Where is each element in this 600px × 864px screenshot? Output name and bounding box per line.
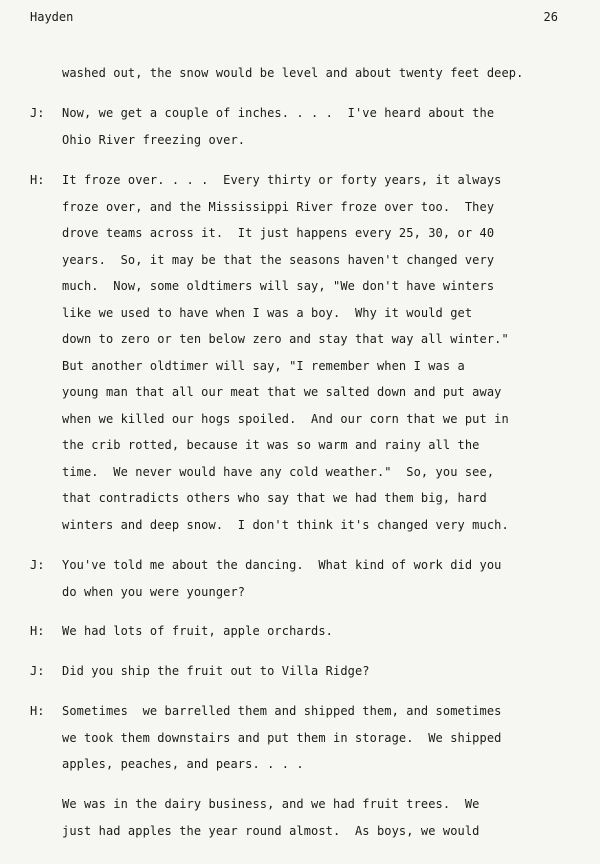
speaker-label: H: — [30, 173, 45, 187]
page-number: 26 — [543, 10, 558, 24]
paragraph-lines — [62, 167, 509, 538]
text-line: froze over, and the Mississippi River froze over too. They — [62, 199, 495, 214]
text-line: We had lots of fruit, apple orchards. — [62, 624, 334, 638]
text-line: Ohio River freezing over. — [62, 132, 246, 147]
paragraph-lines — [62, 618, 333, 645]
text-line: apples, peaches, and pears. . . . — [62, 757, 304, 771]
text-line: drove teams across it. It just happens every 25, 30, or 40 — [62, 226, 495, 240]
speaker-label: J: — [30, 664, 45, 678]
header-name: Hayden — [30, 10, 74, 24]
text-line: do when you were younger? — [62, 584, 246, 599]
text-line: much. Now, some oldtimers will say, "We don't have winters — [62, 279, 495, 293]
text-line: the crib rotted, because it was so warm and rainy all the — [62, 438, 480, 452]
text-line: just had apples the year round almost. As boys, we would — [62, 823, 480, 838]
text-line: years. So, it may be that the seasons haven't changed very — [62, 252, 495, 267]
text-line: washed out, the snow would be level and about twenty feet deep. — [62, 66, 524, 80]
text-line: young man that all our meat that we salted down and put away — [62, 385, 502, 399]
text-line: winters and deep snow. I don't think it's changed very much. — [62, 517, 509, 532]
text-line: Sometimes we barrelled them and shipped them, and sometimes — [62, 704, 502, 718]
text-line: But another oldtimer will say, "I remember when I was a — [62, 358, 465, 373]
paragraph-lines — [62, 60, 523, 87]
speaker-label: H: — [30, 704, 45, 718]
text-line: Now, we get a couple of inches. . . . I've heard about the — [62, 106, 495, 120]
speaker-label: J: — [30, 106, 45, 120]
text-line: It froze over. . . . Every thirty or forty years, it always — [62, 173, 502, 187]
paragraph-lines — [62, 791, 480, 844]
paragraph-lines — [62, 658, 370, 685]
text-line: when we killed our hogs spoiled. And our corn that we put in — [62, 411, 509, 426]
text-line: we took them downstairs and put them in storage. We shipped — [62, 730, 502, 745]
text-line: We was in the dairy business, and we had fruit trees. We — [62, 797, 480, 811]
text-line: time. We never would have any cold weather." So, you see, — [62, 464, 495, 479]
text-line: like we used to have when I was a boy. Why it would get — [62, 305, 473, 320]
text-line: down to zero or ten below zero and stay that way all winter." — [62, 332, 509, 346]
speaker-label: J: — [30, 558, 45, 572]
paragraph-lines — [62, 552, 501, 605]
text-line: You've told me about the dancing. What kind of work did you — [62, 558, 502, 572]
text-line: that contradicts others who say that we had them big, hard — [62, 491, 487, 505]
text-line: Did you ship the fruit out to Villa Ridge? — [62, 664, 370, 678]
speaker-label: H: — [30, 624, 45, 638]
paragraph-lines — [62, 698, 501, 778]
paragraph-lines — [62, 100, 494, 153]
